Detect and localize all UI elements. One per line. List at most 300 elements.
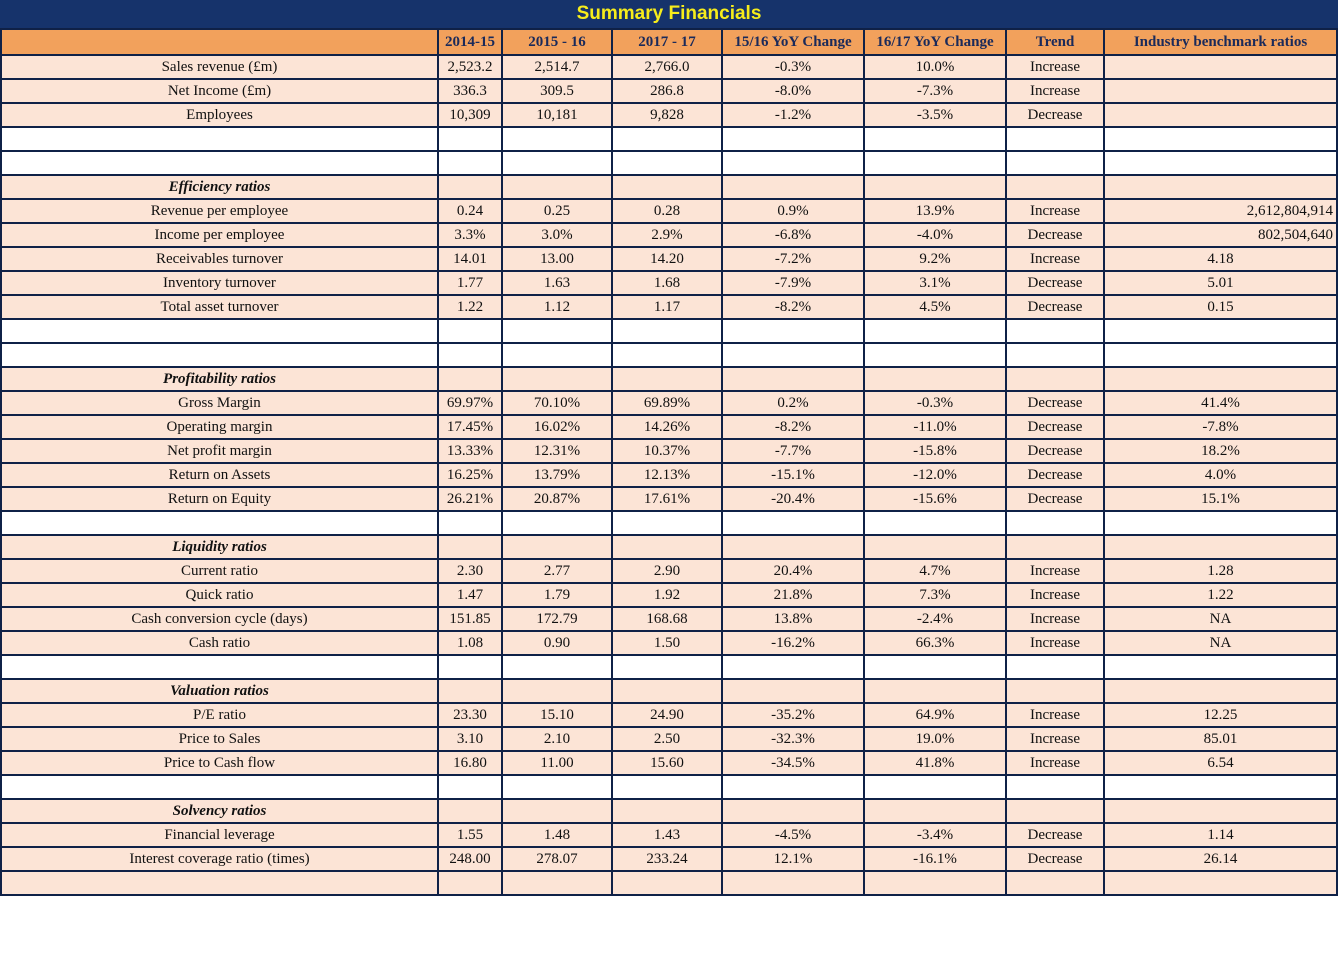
cell-benchmark[interactable]: 1.22 <box>1104 583 1337 607</box>
cell-benchmark[interactable]: 1.14 <box>1104 823 1337 847</box>
cell-label[interactable]: Valuation ratios <box>1 679 438 703</box>
cell-2017-17[interactable] <box>612 127 722 151</box>
cell-trend[interactable]: Increase <box>1006 55 1104 79</box>
cell-2015-16[interactable] <box>502 319 612 343</box>
table-row <box>1 703 1337 727</box>
cell-2017-17[interactable]: 15.60 <box>612 751 722 775</box>
cell-label[interactable]: Receivables turnover <box>1 247 438 271</box>
cell-2014-15[interactable] <box>438 319 502 343</box>
cell-2014-15[interactable]: 13.33% <box>438 439 502 463</box>
section-row <box>1 367 1337 391</box>
cell-2015-16[interactable]: 0.90 <box>502 631 612 655</box>
cell-yoy-16-17[interactable]: -11.0% <box>864 415 1006 439</box>
cell-trend[interactable]: Decrease <box>1006 391 1104 415</box>
blank-row <box>1 151 1337 175</box>
cell-2015-16[interactable]: 70.10% <box>502 391 612 415</box>
cell-2017-17[interactable]: 2,766.0 <box>612 55 722 79</box>
cell-label[interactable] <box>1 319 438 343</box>
cell-2015-16[interactable]: 1.12 <box>502 295 612 319</box>
cell-yoy-15-16[interactable] <box>722 367 864 391</box>
cell-2014-15[interactable]: 69.97% <box>438 391 502 415</box>
cell-2017-17[interactable] <box>612 175 722 199</box>
cell-2015-16[interactable]: 15.10 <box>502 703 612 727</box>
cell-2015-16[interactable]: 3.0% <box>502 223 612 247</box>
cell-2015-16[interactable]: 13.00 <box>502 247 612 271</box>
cell-yoy-15-16[interactable]: 12.1% <box>722 847 864 871</box>
cell-2015-16[interactable]: 172.79 <box>502 607 612 631</box>
cell-yoy-16-17[interactable]: 3.1% <box>864 271 1006 295</box>
cell-benchmark[interactable]: NA <box>1104 631 1337 655</box>
cell-yoy-16-17[interactable]: 10.0% <box>864 55 1006 79</box>
cell-yoy-15-16[interactable]: -8.2% <box>722 295 864 319</box>
cell-label[interactable]: Cash ratio <box>1 631 438 655</box>
cell-yoy-15-16[interactable] <box>722 511 864 535</box>
cell-trend[interactable] <box>1006 799 1104 823</box>
cell-yoy-16-17[interactable]: -15.6% <box>864 487 1006 511</box>
cell-trend[interactable]: Decrease <box>1006 823 1104 847</box>
cell-2015-16[interactable]: 11.00 <box>502 751 612 775</box>
cell-2014-15[interactable]: 26.21% <box>438 487 502 511</box>
cell-yoy-15-16[interactable]: -35.2% <box>722 703 864 727</box>
cell-yoy-15-16[interactable]: -4.5% <box>722 823 864 847</box>
cell-2014-15[interactable]: 1.22 <box>438 295 502 319</box>
cell-yoy-16-17[interactable]: 66.3% <box>864 631 1006 655</box>
cell-yoy-16-17[interactable]: -16.1% <box>864 847 1006 871</box>
cell-benchmark[interactable] <box>1104 367 1337 391</box>
cell-yoy-15-16[interactable]: 21.8% <box>722 583 864 607</box>
cell-yoy-16-17[interactable] <box>864 799 1006 823</box>
cell-2014-15[interactable]: 14.01 <box>438 247 502 271</box>
cell-trend[interactable]: Increase <box>1006 583 1104 607</box>
cell-benchmark[interactable] <box>1104 871 1337 895</box>
header-cell-2015-16[interactable]: 2015 - 16 <box>502 29 612 55</box>
cell-benchmark[interactable] <box>1104 343 1337 367</box>
cell-2015-16[interactable] <box>502 679 612 703</box>
cell-label[interactable]: Liquidity ratios <box>1 535 438 559</box>
cell-benchmark[interactable]: 12.25 <box>1104 703 1337 727</box>
cell-yoy-16-17[interactable]: -4.0% <box>864 223 1006 247</box>
cell-benchmark[interactable]: 2,612,804,914 <box>1104 199 1337 223</box>
cell-2017-17[interactable]: 17.61% <box>612 487 722 511</box>
cell-label[interactable]: Gross Margin <box>1 391 438 415</box>
header-cell-trend[interactable]: Trend <box>1006 29 1104 55</box>
cell-label[interactable] <box>1 655 438 679</box>
cell-trend[interactable] <box>1006 175 1104 199</box>
cell-label[interactable]: Interest coverage ratio (times) <box>1 847 438 871</box>
cell-2015-16[interactable] <box>502 127 612 151</box>
cell-trend[interactable] <box>1006 127 1104 151</box>
cell-2017-17[interactable]: 1.43 <box>612 823 722 847</box>
cell-2014-15[interactable] <box>438 127 502 151</box>
cell-yoy-16-17[interactable]: 64.9% <box>864 703 1006 727</box>
cell-yoy-15-16[interactable] <box>722 655 864 679</box>
cell-label[interactable]: Efficiency ratios <box>1 175 438 199</box>
cell-trend[interactable]: Increase <box>1006 727 1104 751</box>
cell-benchmark[interactable]: NA <box>1104 607 1337 631</box>
cell-trend[interactable]: Decrease <box>1006 223 1104 247</box>
header-cell-benchmark[interactable]: Industry benchmark ratios <box>1104 29 1337 55</box>
cell-2015-16[interactable] <box>502 511 612 535</box>
cell-2014-15[interactable]: 17.45% <box>438 415 502 439</box>
cell-label[interactable]: P/E ratio <box>1 703 438 727</box>
cell-trend[interactable]: Increase <box>1006 199 1104 223</box>
header-cell-yoy-15-16[interactable]: 15/16 YoY Change <box>722 29 864 55</box>
cell-trend[interactable]: Decrease <box>1006 847 1104 871</box>
cell-yoy-15-16[interactable]: 0.9% <box>722 199 864 223</box>
cell-2014-15[interactable] <box>438 679 502 703</box>
cell-label[interactable] <box>1 775 438 799</box>
cell-yoy-16-17[interactable]: 4.7% <box>864 559 1006 583</box>
cell-2014-15[interactable]: 1.08 <box>438 631 502 655</box>
cell-2014-15[interactable] <box>438 655 502 679</box>
cell-yoy-15-16[interactable]: -16.2% <box>722 631 864 655</box>
cell-2017-17[interactable] <box>612 775 722 799</box>
cell-benchmark[interactable]: 5.01 <box>1104 271 1337 295</box>
cell-benchmark[interactable]: 802,504,640 <box>1104 223 1337 247</box>
cell-trend[interactable] <box>1006 511 1104 535</box>
cell-2017-17[interactable]: 286.8 <box>612 79 722 103</box>
cell-trend[interactable]: Decrease <box>1006 463 1104 487</box>
cell-trend[interactable] <box>1006 343 1104 367</box>
cell-trend[interactable] <box>1006 679 1104 703</box>
cell-2017-17[interactable]: 168.68 <box>612 607 722 631</box>
cell-2014-15[interactable] <box>438 871 502 895</box>
cell-label[interactable] <box>1 511 438 535</box>
cell-yoy-16-17[interactable]: -2.4% <box>864 607 1006 631</box>
cell-2014-15[interactable] <box>438 343 502 367</box>
cell-trend[interactable]: Increase <box>1006 247 1104 271</box>
cell-trend[interactable]: Increase <box>1006 703 1104 727</box>
cell-yoy-16-17[interactable] <box>864 871 1006 895</box>
cell-label[interactable] <box>1 343 438 367</box>
blank-row <box>1 343 1337 367</box>
cell-benchmark[interactable]: 18.2% <box>1104 439 1337 463</box>
cell-trend[interactable]: Decrease <box>1006 439 1104 463</box>
cell-label[interactable]: Sales revenue (£m) <box>1 55 438 79</box>
cell-trend[interactable] <box>1006 775 1104 799</box>
cell-trend[interactable]: Increase <box>1006 751 1104 775</box>
cell-label[interactable]: Total asset turnover <box>1 295 438 319</box>
cell-yoy-15-16[interactable]: -20.4% <box>722 487 864 511</box>
cell-2017-17[interactable]: 14.20 <box>612 247 722 271</box>
cell-2017-17[interactable]: 1.50 <box>612 631 722 655</box>
cell-yoy-15-16[interactable]: -34.5% <box>722 751 864 775</box>
cell-2017-17[interactable]: 9,828 <box>612 103 722 127</box>
cell-yoy-16-17[interactable]: 19.0% <box>864 727 1006 751</box>
cell-yoy-15-16[interactable] <box>722 871 864 895</box>
cell-benchmark[interactable]: 41.4% <box>1104 391 1337 415</box>
cell-2015-16[interactable]: 13.79% <box>502 463 612 487</box>
cell-yoy-16-17[interactable]: -15.8% <box>864 439 1006 463</box>
cell-2017-17[interactable]: 2.50 <box>612 727 722 751</box>
cell-yoy-16-17[interactable]: 9.2% <box>864 247 1006 271</box>
cell-label[interactable]: Operating margin <box>1 415 438 439</box>
cell-2014-15[interactable] <box>438 367 502 391</box>
cell-label[interactable]: Profitability ratios <box>1 367 438 391</box>
cell-yoy-16-17[interactable]: 13.9% <box>864 199 1006 223</box>
cell-label[interactable]: Inventory turnover <box>1 271 438 295</box>
cell-2014-15[interactable]: 3.10 <box>438 727 502 751</box>
cell-yoy-15-16[interactable]: -0.3% <box>722 55 864 79</box>
cell-2014-15[interactable]: 16.80 <box>438 751 502 775</box>
cell-yoy-15-16[interactable]: 20.4% <box>722 559 864 583</box>
cell-2017-17[interactable]: 2.90 <box>612 559 722 583</box>
cell-benchmark[interactable]: 26.14 <box>1104 847 1337 871</box>
cell-label[interactable]: Income per employee <box>1 223 438 247</box>
table-row <box>1 823 1337 847</box>
cell-2015-16[interactable] <box>502 175 612 199</box>
cell-benchmark[interactable] <box>1104 79 1337 103</box>
cell-benchmark[interactable] <box>1104 679 1337 703</box>
cell-2015-16[interactable] <box>502 343 612 367</box>
cell-2015-16[interactable]: 1.79 <box>502 583 612 607</box>
cell-yoy-16-17[interactable] <box>864 367 1006 391</box>
cell-yoy-15-16[interactable] <box>722 175 864 199</box>
cell-2014-15[interactable]: 23.30 <box>438 703 502 727</box>
cell-yoy-16-17[interactable] <box>864 511 1006 535</box>
cell-label[interactable]: Cash conversion cycle (days) <box>1 607 438 631</box>
cell-yoy-15-16[interactable] <box>722 775 864 799</box>
cell-yoy-15-16[interactable]: -8.2% <box>722 415 864 439</box>
cell-yoy-15-16[interactable]: -6.8% <box>722 223 864 247</box>
cell-yoy-15-16[interactable]: 13.8% <box>722 607 864 631</box>
cell-2017-17[interactable] <box>612 343 722 367</box>
table-row <box>1 199 1337 223</box>
cell-trend[interactable]: Increase <box>1006 631 1104 655</box>
cell-2015-16[interactable] <box>502 151 612 175</box>
cell-yoy-16-17[interactable]: 7.3% <box>864 583 1006 607</box>
cell-benchmark[interactable] <box>1104 319 1337 343</box>
cell-2017-17[interactable]: 233.24 <box>612 847 722 871</box>
cell-yoy-15-16[interactable] <box>722 535 864 559</box>
cell-benchmark[interactable] <box>1104 175 1337 199</box>
cell-2017-17[interactable] <box>612 319 722 343</box>
cell-benchmark[interactable] <box>1104 799 1337 823</box>
cell-trend[interactable]: Increase <box>1006 79 1104 103</box>
cell-2014-15[interactable] <box>438 799 502 823</box>
cell-2014-15[interactable] <box>438 151 502 175</box>
cell-trend[interactable] <box>1006 151 1104 175</box>
blank-row <box>1 775 1337 799</box>
cell-2014-15[interactable]: 10,309 <box>438 103 502 127</box>
cell-yoy-15-16[interactable] <box>722 679 864 703</box>
cell-yoy-15-16[interactable] <box>722 799 864 823</box>
cell-label[interactable]: Return on Assets <box>1 463 438 487</box>
cell-2015-16[interactable]: 12.31% <box>502 439 612 463</box>
cell-yoy-16-17[interactable] <box>864 127 1006 151</box>
cell-yoy-16-17[interactable]: 4.5% <box>864 295 1006 319</box>
cell-2014-15[interactable]: 151.85 <box>438 607 502 631</box>
cell-yoy-15-16[interactable] <box>722 343 864 367</box>
cell-2015-16[interactable]: 20.87% <box>502 487 612 511</box>
cell-2015-16[interactable] <box>502 871 612 895</box>
cell-yoy-16-17[interactable] <box>864 679 1006 703</box>
cell-yoy-15-16[interactable]: -15.1% <box>722 463 864 487</box>
cell-2017-17[interactable] <box>612 655 722 679</box>
cell-trend[interactable]: Decrease <box>1006 271 1104 295</box>
cell-benchmark[interactable] <box>1104 127 1337 151</box>
cell-yoy-16-17[interactable] <box>864 343 1006 367</box>
cell-trend[interactable]: Decrease <box>1006 103 1104 127</box>
cell-2017-17[interactable] <box>612 799 722 823</box>
cell-2017-17[interactable]: 1.92 <box>612 583 722 607</box>
cell-yoy-16-17[interactable]: -7.3% <box>864 79 1006 103</box>
cell-trend[interactable]: Increase <box>1006 607 1104 631</box>
cell-2015-16[interactable] <box>502 655 612 679</box>
cell-2014-15[interactable]: 1.55 <box>438 823 502 847</box>
cell-yoy-15-16[interactable]: -1.2% <box>722 103 864 127</box>
header-cell-yoy-16-17[interactable]: 16/17 YoY Change <box>864 29 1006 55</box>
cell-benchmark[interactable] <box>1104 55 1337 79</box>
cell-trend[interactable]: Increase <box>1006 559 1104 583</box>
cell-yoy-16-17[interactable] <box>864 655 1006 679</box>
cell-2014-15[interactable]: 2.30 <box>438 559 502 583</box>
cell-2014-15[interactable]: 0.24 <box>438 199 502 223</box>
cell-benchmark[interactable] <box>1104 103 1337 127</box>
cell-2015-16[interactable]: 2,514.7 <box>502 55 612 79</box>
cell-yoy-15-16[interactable]: -32.3% <box>722 727 864 751</box>
cell-benchmark[interactable] <box>1104 511 1337 535</box>
cell-2017-17[interactable]: 2.9% <box>612 223 722 247</box>
cell-2017-17[interactable] <box>612 535 722 559</box>
cell-2014-15[interactable]: 1.47 <box>438 583 502 607</box>
cell-label[interactable]: Net Income (£m) <box>1 79 438 103</box>
cell-2014-15[interactable]: 2,523.2 <box>438 55 502 79</box>
cell-2017-17[interactable]: 10.37% <box>612 439 722 463</box>
cell-yoy-15-16[interactable] <box>722 127 864 151</box>
cell-2017-17[interactable]: 14.26% <box>612 415 722 439</box>
cell-2017-17[interactable]: 69.89% <box>612 391 722 415</box>
cell-2017-17[interactable]: 0.28 <box>612 199 722 223</box>
cell-2014-15[interactable]: 3.3% <box>438 223 502 247</box>
cell-yoy-16-17[interactable]: 41.8% <box>864 751 1006 775</box>
cell-2015-16[interactable]: 2.77 <box>502 559 612 583</box>
cell-label[interactable]: Return on Equity <box>1 487 438 511</box>
cell-2017-17[interactable]: 24.90 <box>612 703 722 727</box>
cell-label[interactable]: Financial leverage <box>1 823 438 847</box>
cell-benchmark[interactable] <box>1104 655 1337 679</box>
cell-yoy-16-17[interactable]: -0.3% <box>864 391 1006 415</box>
cell-2017-17[interactable] <box>612 151 722 175</box>
cell-2017-17[interactable]: 1.68 <box>612 271 722 295</box>
cell-2015-16[interactable]: 278.07 <box>502 847 612 871</box>
cell-benchmark[interactable] <box>1104 151 1337 175</box>
cell-label[interactable]: Current ratio <box>1 559 438 583</box>
cell-yoy-16-17[interactable]: -3.4% <box>864 823 1006 847</box>
cell-label[interactable]: Quick ratio <box>1 583 438 607</box>
cell-2015-16[interactable] <box>502 799 612 823</box>
cell-yoy-16-17[interactable] <box>864 175 1006 199</box>
cell-2014-15[interactable]: 248.00 <box>438 847 502 871</box>
section-row <box>1 799 1337 823</box>
section-row <box>1 535 1337 559</box>
cell-2015-16[interactable]: 0.25 <box>502 199 612 223</box>
cell-benchmark[interactable]: 4.18 <box>1104 247 1337 271</box>
cell-label[interactable]: Solvency ratios <box>1 799 438 823</box>
cell-2015-16[interactable]: 2.10 <box>502 727 612 751</box>
cell-label[interactable] <box>1 151 438 175</box>
cell-label[interactable]: Revenue per employee <box>1 199 438 223</box>
cell-trend[interactable] <box>1006 367 1104 391</box>
cell-yoy-16-17[interactable] <box>864 775 1006 799</box>
cell-label[interactable]: Price to Sales <box>1 727 438 751</box>
cell-yoy-15-16[interactable]: -8.0% <box>722 79 864 103</box>
cell-yoy-16-17[interactable] <box>864 319 1006 343</box>
cell-benchmark[interactable]: 1.28 <box>1104 559 1337 583</box>
cell-yoy-16-17[interactable] <box>864 151 1006 175</box>
cell-trend[interactable]: Decrease <box>1006 415 1104 439</box>
cell-2017-17[interactable] <box>612 871 722 895</box>
cell-2014-15[interactable] <box>438 535 502 559</box>
cell-2015-16[interactable]: 309.5 <box>502 79 612 103</box>
header-cell-label[interactable] <box>1 29 438 55</box>
cell-benchmark[interactable]: 6.54 <box>1104 751 1337 775</box>
cell-label[interactable] <box>1 127 438 151</box>
sheet-title[interactable]: Summary Financials <box>0 0 1338 28</box>
cell-label[interactable]: Employees <box>1 103 438 127</box>
cell-trend[interactable]: Decrease <box>1006 487 1104 511</box>
cell-benchmark[interactable] <box>1104 775 1337 799</box>
cell-2017-17[interactable] <box>612 679 722 703</box>
cell-label[interactable] <box>1 871 438 895</box>
cell-2017-17[interactable] <box>612 367 722 391</box>
table-row <box>1 583 1337 607</box>
cell-benchmark[interactable]: 15.1% <box>1104 487 1337 511</box>
cell-2017-17[interactable]: 1.17 <box>612 295 722 319</box>
cell-2015-16[interactable]: 1.48 <box>502 823 612 847</box>
cell-2015-16[interactable] <box>502 535 612 559</box>
cell-trend[interactable] <box>1006 655 1104 679</box>
cell-2014-15[interactable] <box>438 511 502 535</box>
cell-label[interactable]: Price to Cash flow <box>1 751 438 775</box>
header-cell-2014-15[interactable]: 2014-15 <box>438 29 502 55</box>
cell-yoy-16-17[interactable]: -12.0% <box>864 463 1006 487</box>
summary-financials-table <box>0 28 1338 896</box>
cell-benchmark[interactable]: 85.01 <box>1104 727 1337 751</box>
cell-trend[interactable] <box>1006 871 1104 895</box>
cell-2015-16[interactable] <box>502 367 612 391</box>
cell-yoy-15-16[interactable]: 0.2% <box>722 391 864 415</box>
header-cell-2017-17[interactable]: 2017 - 17 <box>612 29 722 55</box>
cell-2015-16[interactable]: 1.63 <box>502 271 612 295</box>
cell-yoy-16-17[interactable]: -3.5% <box>864 103 1006 127</box>
cell-yoy-15-16[interactable] <box>722 319 864 343</box>
cell-yoy-15-16[interactable]: -7.7% <box>722 439 864 463</box>
cell-yoy-15-16[interactable]: -7.2% <box>722 247 864 271</box>
cell-benchmark[interactable]: 4.0% <box>1104 463 1337 487</box>
cell-2014-15[interactable] <box>438 175 502 199</box>
cell-2014-15[interactable]: 1.77 <box>438 271 502 295</box>
cell-2014-15[interactable]: 16.25% <box>438 463 502 487</box>
cell-benchmark[interactable]: 0.15 <box>1104 295 1337 319</box>
cell-2014-15[interactable]: 336.3 <box>438 79 502 103</box>
cell-label[interactable]: Net profit margin <box>1 439 438 463</box>
cell-2017-17[interactable]: 12.13% <box>612 463 722 487</box>
cell-yoy-15-16[interactable]: -7.9% <box>722 271 864 295</box>
cell-trend[interactable] <box>1006 319 1104 343</box>
cell-yoy-16-17[interactable] <box>864 535 1006 559</box>
cell-trend[interactable]: Decrease <box>1006 295 1104 319</box>
cell-2015-16[interactable]: 10,181 <box>502 103 612 127</box>
cell-yoy-15-16[interactable] <box>722 151 864 175</box>
cell-benchmark[interactable]: -7.8% <box>1104 415 1337 439</box>
cell-2014-15[interactable] <box>438 775 502 799</box>
cell-2015-16[interactable]: 16.02% <box>502 415 612 439</box>
cell-2015-16[interactable] <box>502 775 612 799</box>
cell-trend[interactable] <box>1006 535 1104 559</box>
cell-benchmark[interactable] <box>1104 535 1337 559</box>
cell-2017-17[interactable] <box>612 511 722 535</box>
